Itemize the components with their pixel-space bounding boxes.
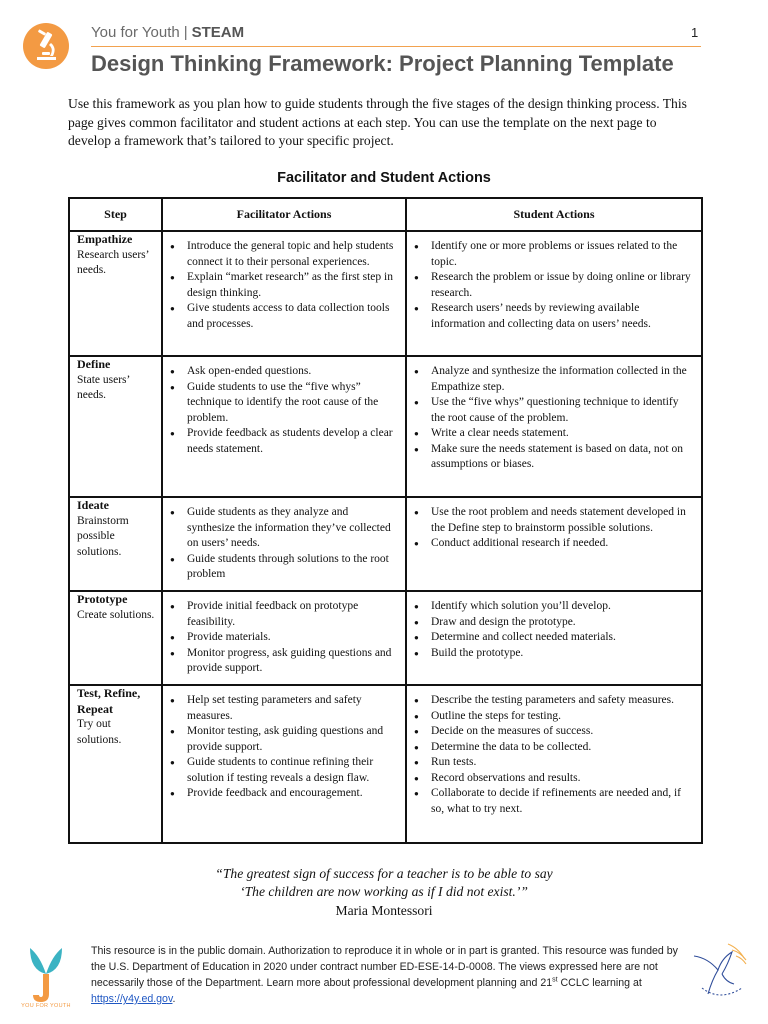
student-actions-cell: [406, 591, 702, 685]
you-for-youth-logo-icon: [18, 940, 74, 1012]
table-row: [69, 497, 702, 591]
student-actions-cell: [406, 356, 702, 497]
student-actions-cell: [406, 497, 702, 591]
list-item: ● Research users’ needs by reviewing available information and collecting data on users’ needs.: [431, 301, 695, 332]
quote-line: ‘The children are now working as if I did not exist.’”: [240, 884, 528, 899]
list-item: ● Use the root problem and needs statement developed in the Define step to brainstorm possible solutions.: [431, 505, 695, 536]
list-item: ● Use the “five whys” questioning technique to identify the root cause of the problem.: [431, 395, 695, 426]
facilitator-actions-cell: [162, 591, 406, 685]
quote-line: “The greatest sign of success for a teacher is to be able to say: [215, 866, 553, 881]
list-item: ● Guide students to continue refining their solution if testing reveals a design flaw.: [187, 755, 399, 786]
header-step: Step: [69, 198, 162, 231]
list-item: ● Introduce the general topic and help students connect it to their personal experiences.: [187, 239, 399, 270]
step-cell: [69, 591, 162, 685]
list-item: ● Provide feedback and encouragement.: [187, 786, 399, 802]
y4y-link[interactable]: https://y4y.ed.gov: [91, 993, 173, 1005]
brand-section: STEAM: [191, 24, 245, 41]
step-cell: [69, 685, 162, 843]
list-item: ● Determine the data to be collected.: [431, 740, 695, 756]
step-description: Create solutions.: [77, 608, 155, 621]
list-item: ● Draw and design the prototype.: [431, 615, 695, 631]
list-item: ● Explain “market research” as the first step in design thinking.: [187, 270, 399, 301]
footer-text-end: .: [172, 993, 176, 1005]
step-name: Empathize: [77, 232, 133, 246]
quote: [0, 865, 768, 901]
list-item: ● Guide students through solutions to the root problem: [187, 552, 399, 583]
list-item: ● Guide students to use the “five whys” technique to identify the root cause of the problem.: [187, 380, 399, 427]
list-item: ● Conduct additional research if needed.: [431, 536, 695, 552]
list-item: ● Describe the testing parameters and safety measures.: [431, 693, 695, 709]
list-item: ● Provide feedback as students develop a clear needs statement.: [187, 426, 399, 457]
table-row: [69, 231, 702, 356]
section-title: Facilitator and Student Actions: [277, 170, 491, 186]
step-name: Define: [77, 357, 111, 371]
facilitator-actions-cell: [162, 497, 406, 591]
list-item: ● Ask open-ended questions.: [187, 364, 399, 380]
page-number: 1: [691, 25, 699, 40]
list-item: ● Outline the steps for testing.: [431, 709, 695, 725]
step-name: Test, Refine, Repeat: [77, 686, 141, 716]
step-cell: [69, 231, 162, 356]
list-item: ● Make sure the needs statement is based on data, not on assumptions or biases.: [431, 442, 695, 473]
list-item: ● Record observations and results.: [431, 771, 695, 787]
header-facilitator-actions: Facilitator Actions: [162, 198, 406, 231]
list-item: ● Monitor testing, ask guiding questions and provide support.: [187, 724, 399, 755]
header-student-actions: Student Actions: [406, 198, 702, 231]
list-item: ● Determine and collect needed materials.: [431, 630, 695, 646]
y4y-steam-logo: [23, 23, 69, 69]
brand-name: You for Youth: [91, 24, 180, 41]
step-description: Research users’ needs.: [77, 248, 149, 276]
list-item: ● Decide on the measures of success.: [431, 724, 695, 740]
step-cell: [69, 356, 162, 497]
brand-separator: |: [183, 24, 188, 41]
table-header-row: [69, 198, 702, 231]
facilitator-actions-cell: [162, 356, 406, 497]
list-item: ● Help set testing parameters and safety measures.: [187, 693, 399, 724]
student-actions-cell: [406, 231, 702, 356]
step-name: Prototype: [77, 592, 128, 606]
list-item: ● Build the prototype.: [431, 646, 695, 662]
footer-text: This resource is in the public domain. Authorization to reproduce it in whole or in part is granted. This resource was funded by the U.S. Department of Education in 2020 under contract number ED-ESE-14-D-0008. The views expressed here are not necessarily those of the Department. Learn more about professional development planning and 21: [91, 945, 678, 989]
list-item: ● Identify one or more problems or issues related to the topic.: [431, 239, 695, 270]
list-item: ● Provide materials.: [187, 630, 399, 646]
list-item: ● Write a clear needs statement.: [431, 426, 695, 442]
step-cell: [69, 497, 162, 591]
actions-table: [68, 197, 703, 844]
list-item: ● Provide initial feedback on prototype feasibility.: [187, 599, 399, 630]
table-row: [69, 356, 702, 497]
list-item: ● Monitor progress, ask guiding questions and provide support.: [187, 646, 399, 677]
list-item: ● Research the problem or issue by doing online or library research.: [431, 270, 695, 301]
microscope-icon: [23, 23, 69, 69]
dove-seal-icon: [688, 936, 756, 1006]
footer-text-continued: CCLC learning at: [557, 977, 642, 989]
table-row: [69, 685, 702, 843]
footer-disclaimer: [91, 943, 685, 1007]
brand-header: [91, 24, 244, 41]
step-description: Try out solutions.: [77, 718, 122, 746]
step-description: Brainstorm possible solutions.: [77, 514, 129, 558]
intro-paragraph: Use this framework as you plan how to guide students through the five stages of the design thinking process. This page gives common facilitator and student actions at each step. You can use the template on the next page to develop a framework that’s tailored to your specific project.: [68, 96, 687, 148]
list-item: ● Guide students as they analyze and synthesize the information they’ve collected on users’ needs.: [187, 505, 399, 552]
step-name: Ideate: [77, 498, 109, 512]
list-item: ● Collaborate to decide if refinements are needed and, if so, what to try next.: [431, 786, 695, 817]
step-description: State users’ needs.: [77, 373, 130, 401]
list-item: ● Analyze and synthesize the information collected in the Empathize step.: [431, 364, 695, 395]
facilitator-actions-cell: [162, 231, 406, 356]
facilitator-actions-cell: [162, 685, 406, 843]
table-row: [69, 591, 702, 685]
list-item: ● Run tests.: [431, 755, 695, 771]
footer-superscript: st: [552, 976, 558, 984]
quote-author: Maria Montessori: [335, 903, 433, 918]
header-divider: [91, 46, 701, 47]
list-item: ● Give students access to data collection tools and processes.: [187, 301, 399, 332]
footer-logo-text: YOU FOR YOUTH: [21, 1003, 71, 1009]
student-actions-cell: [406, 685, 702, 843]
page-title: Design Thinking Framework: Project Planning Template: [91, 51, 674, 76]
list-item: ● Identify which solution you’ll develop.: [431, 599, 695, 615]
